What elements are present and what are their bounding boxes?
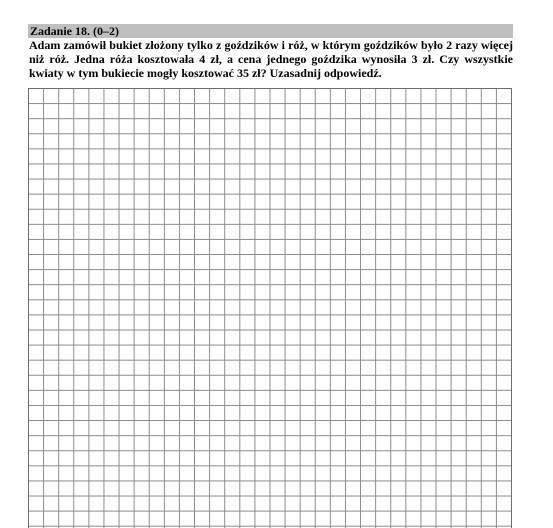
task-question: Adam zamówił bukiet złożony tylko z goździków i róż, w którym goździków było 2 razy więcej niż róż. Jedna róża kosztowała 4 zł, a cena jednego goździka wynosiła 3 zł. Czy wszystkie kwiaty w tym bukiecie mogły kosztować 35 zł? Uzasadnij odpowiedź.: [29, 38, 513, 80]
answer-grid[interactable]: [28, 88, 512, 528]
task-title: Zadanie 18. (0–2): [28, 24, 513, 38]
